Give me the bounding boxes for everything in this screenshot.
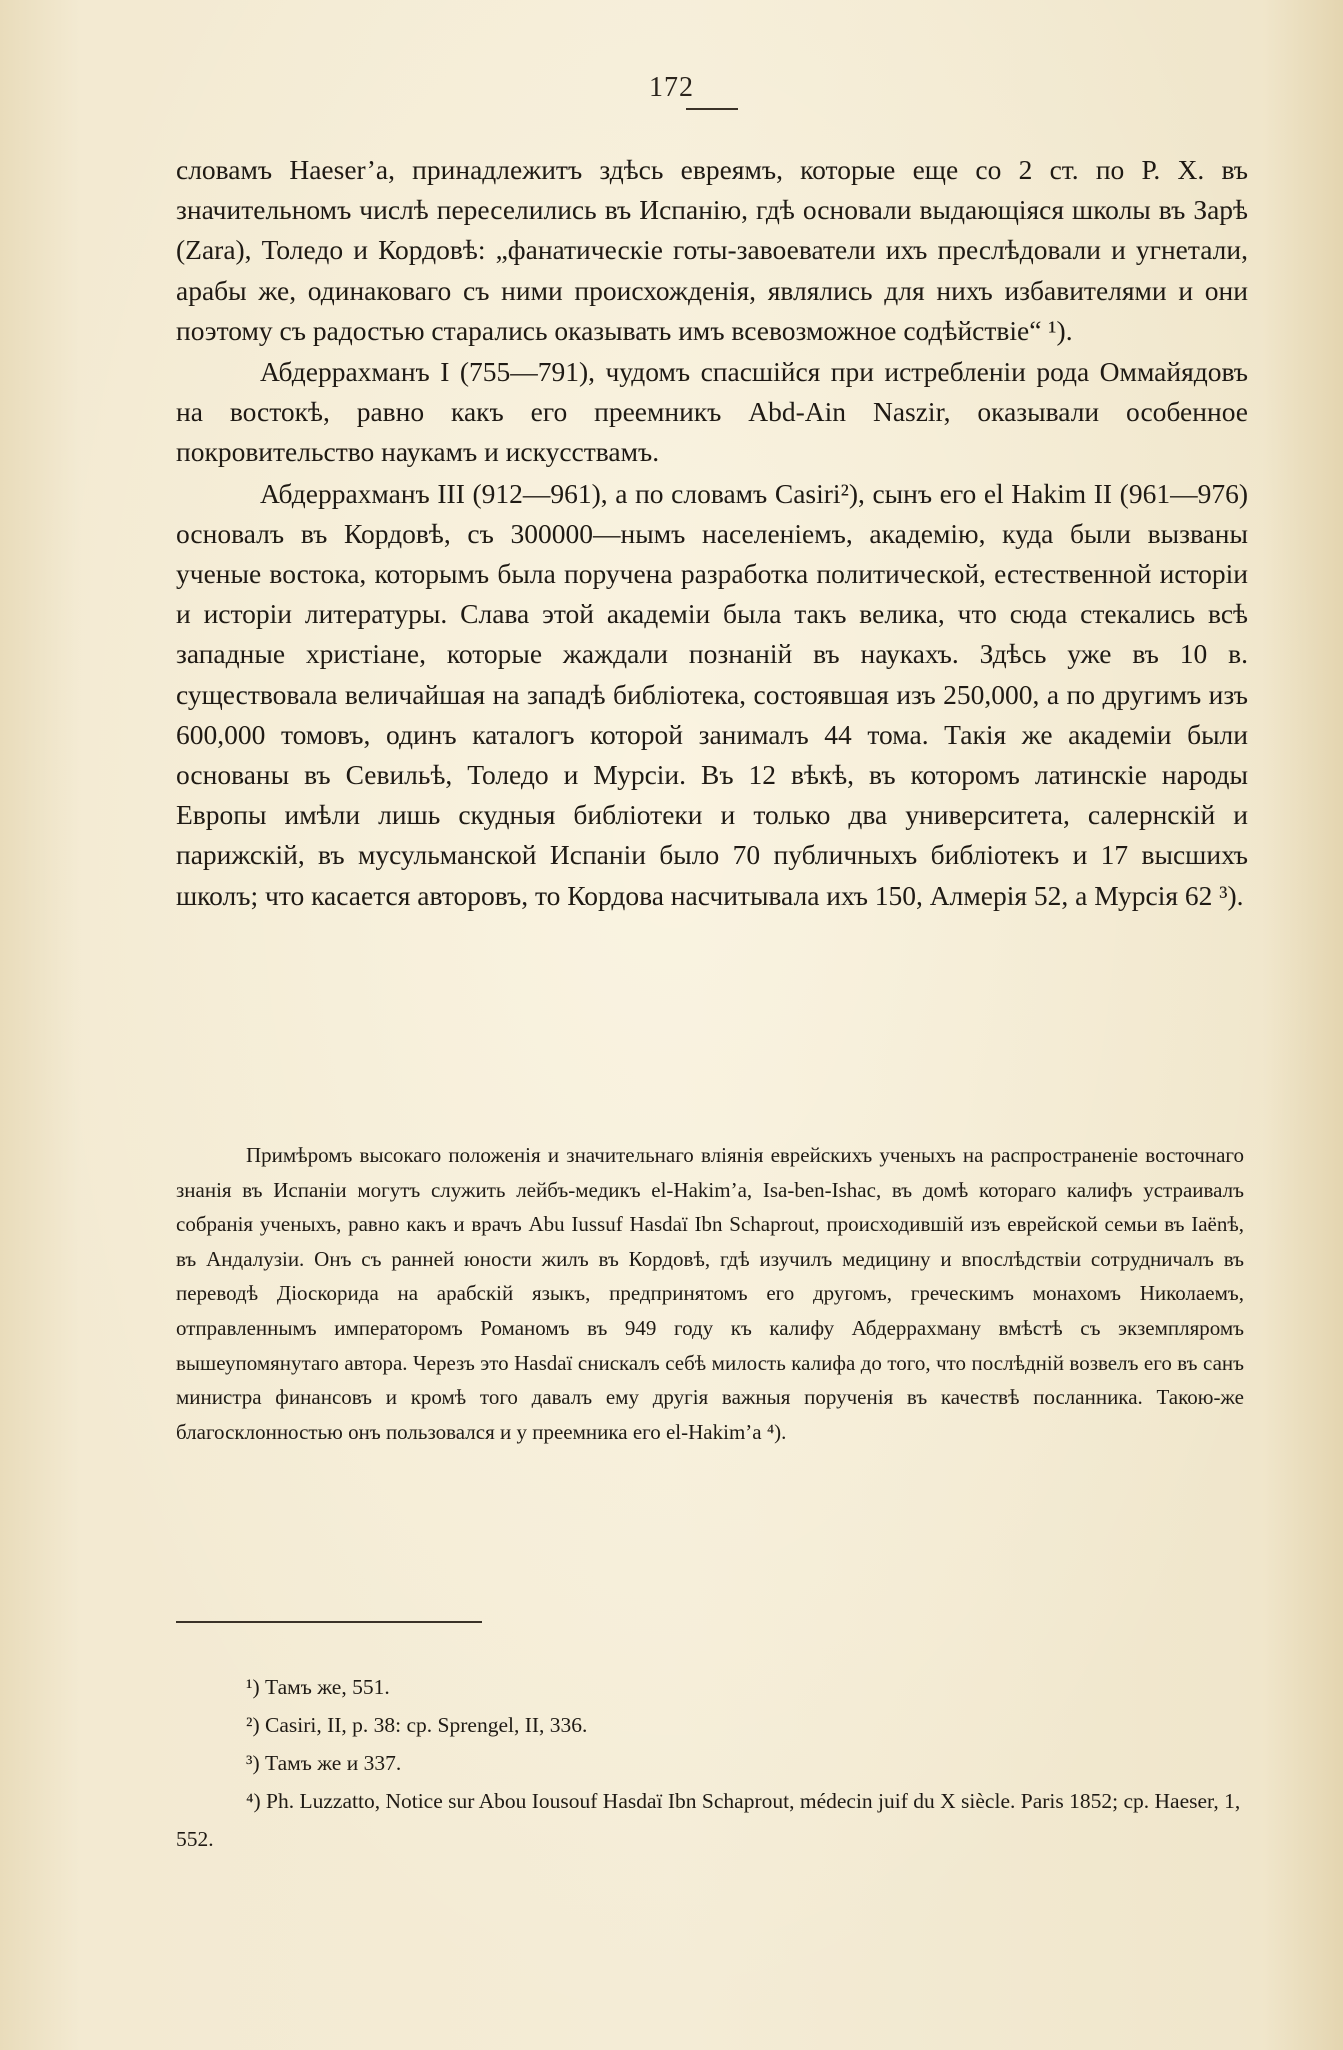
footnote: ²) Casiri, II, p. 38: cp. Sprengel, II, 336. bbox=[246, 1713, 588, 1737]
small-print-paragraph: Примѣромъ высокаго положенія и значительнаго вліянія еврейскихъ ученыхъ на распространеніе восточнаго знанія въ Испаніи могутъ служить лейбъ-медикъ el-Hakim’a, Isa-ben-Ishac, въ домѣ котораго калифъ устраивалъ собранія ученыхъ, равно какъ и врачъ Abu Iussuf Hasdaï Ibn Schaprout, происходившій изъ еврейской семьи въ Iaënѣ, въ Андалузіи. Онъ съ ранней юности жилъ въ Кордовѣ, гдѣ изучилъ медицину и впослѣдствіи сотрудничалъ въ переводѣ Діоскорида на арабскій языкъ, предпринятомъ его другомъ, греческимъ монахомъ Николаемъ, отправленнымъ императоромъ Романомъ въ 949 году къ калифу Абдеррахману вмѣстѣ съ экземпляромъ вышеупомянутаго автора. Черезъ это Hasdaï снискалъ себѣ милость калифа до того, что послѣдній возвелъ его въ санъ министра финансовъ и кромѣ того давалъ ему другія важныя порученія въ качествѣ посланника. Такою-же благосклонностью онъ пользовался и у преемника его el-Hakim’a ⁴). bbox=[176, 1143, 1244, 1444]
footnote-separator bbox=[176, 1621, 482, 1623]
footnote: ¹) Тамъ же, 551. bbox=[246, 1675, 390, 1699]
footnote: ⁴) Ph. Luzzatto, Notice sur Abou Iousouf Hasdaï Ibn Schaprout, médecin juif du X siècle. Paris 1852; cp. Haeser, 1, 552. bbox=[176, 1789, 1241, 1851]
main-text-block bbox=[176, 150, 1248, 916]
page-number-underline bbox=[686, 108, 738, 110]
footnote: ³) Тамъ же и 337. bbox=[246, 1751, 402, 1775]
page-number: 172 bbox=[649, 72, 694, 103]
paragraph: Абдеррахманъ III (912—961), а по словамъ Casiri²), сынъ его el Hakim II (961—976) основалъ въ Кордовѣ, съ 300000—нымъ населеніемъ, академію, куда были вызваны ученые востока, которымъ была поручена разработка политической, естественной исторіи и исторіи литературы. Слава этой академіи была такъ велика, что сюда стекались всѣ западные христіане, которые жаждали познаній въ наукахъ. Здѣсь уже въ 10 в. существовала величайшая на западѣ библіотека, состоявшая изъ 250,000, а по другимъ изъ 600,000 томовъ, одинъ каталогъ которой занималъ 44 тома. Такія же академіи были основаны въ Севильѣ, Толедо и Мурсіи. Въ 12 вѣкѣ, въ которомъ латинскіе народы Европы имѣли лишь скудныя библіотеки и только два университета, салернскій и парижскій, въ мусульманской Испаніи было 70 публичныхъ библіотекъ и 17 высшихъ школъ; что касается авторовъ, то Кордова насчитывала ихъ 150, Алмерія 52, а Мурсія 62 ³). bbox=[176, 477, 1248, 911]
footnotes bbox=[176, 1668, 1244, 1858]
small-print-block bbox=[176, 1138, 1244, 1449]
paragraph: словамъ Haeser’a, принадлежитъ здѣсь евреямъ, которые еще со 2 ст. по Р. X. въ значительномъ числѣ переселились въ Испанію, гдѣ основали выдающіяся школы въ Зарѣ (Zara), Толедо и Кордовѣ: „фанатическіе готы-завоеватели ихъ преслѣдовали и угнетали, арабы же, одинаковаго съ ними происхожденія, являлись для нихъ избавителями и они поэтому съ радостью старались оказывать имъ всевозможное содѣйствіе“ ¹). bbox=[176, 154, 1248, 346]
paragraph: Абдеррахманъ I (755—791), чудомъ спасшійся при истребленіи рода Оммайядовъ на востокѣ, равно какъ его преемникъ Abd-Ain Naszir, оказывали особенное покровительство наукамъ и искусствамъ. bbox=[176, 356, 1248, 468]
